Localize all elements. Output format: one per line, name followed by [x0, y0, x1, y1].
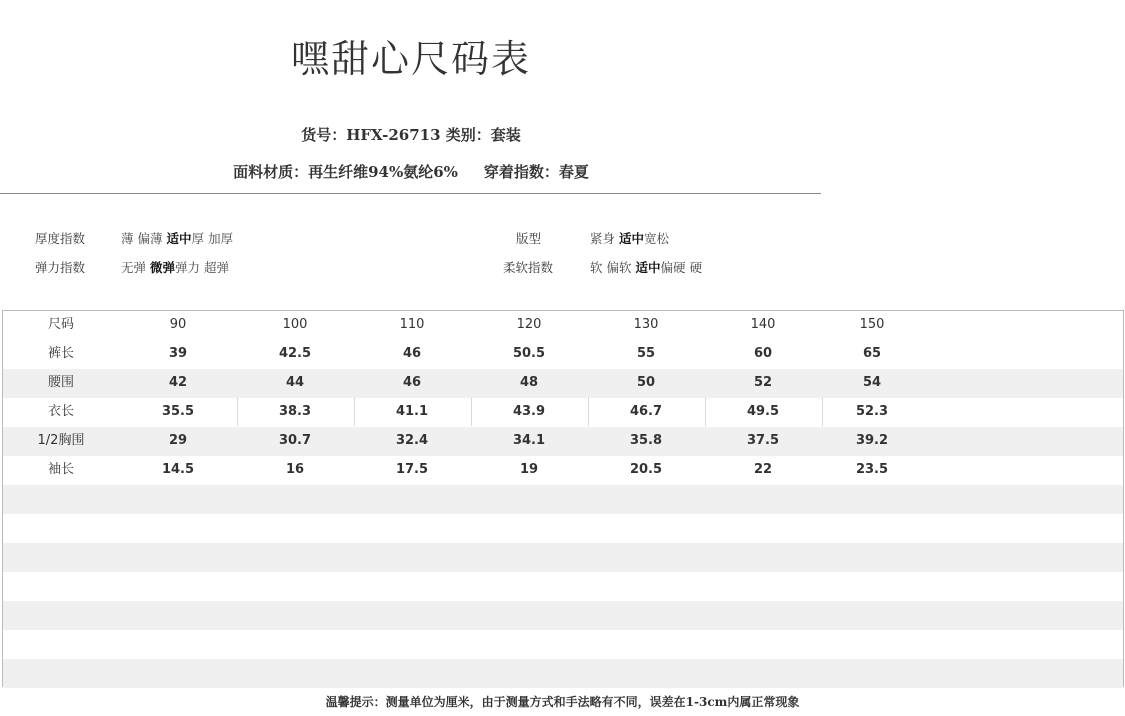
column-divider — [822, 397, 823, 426]
attr-option: 适中 — [166, 231, 192, 246]
table-cell: 140 — [750, 317, 776, 332]
column-divider — [471, 397, 472, 426]
table-cell: 32.4 — [395, 433, 429, 448]
table-cell: 120 — [516, 317, 542, 332]
attr-option: 适中 — [619, 231, 645, 246]
table-cell: 34.1 — [512, 433, 546, 448]
table-cell: 46.7 — [629, 404, 663, 419]
table-cell: 60 — [753, 346, 773, 361]
empty-row — [3, 485, 1123, 514]
attr-option: 适中 — [635, 260, 661, 275]
table-cell: 35.8 — [629, 433, 663, 448]
elasticity-attr — [35, 258, 233, 276]
table-cell: 100 — [282, 317, 308, 332]
column-divider — [705, 397, 706, 426]
attr-option: 厚 — [191, 231, 205, 246]
table-cell: 42.5 — [278, 346, 312, 361]
thickness-attr — [35, 229, 237, 247]
attr-option: 软 — [590, 260, 603, 275]
fit-label: 版型 — [516, 231, 542, 246]
table-row — [3, 369, 1123, 398]
table-cell: 41.1 — [395, 404, 429, 419]
row-header-cell: 尺码 — [47, 317, 74, 332]
empty-row — [3, 601, 1123, 630]
table-cell: 55 — [636, 346, 656, 361]
material-text: 面料材质：再生纤维94%氨纶6% — [233, 163, 458, 181]
softness-label: 柔软指数 — [503, 260, 554, 275]
attr-option: 宽松 — [644, 231, 670, 246]
footer-note: 温馨提示：测量单位为厘米，由于测量方式和手法略有不同，误差在1-3cm内属正常现象 — [325, 695, 800, 709]
table-row — [3, 398, 1123, 427]
table-cell: 65 — [862, 346, 882, 361]
attr-option: 超弹 — [204, 260, 230, 275]
thickness-label: 厚度指数 — [35, 231, 86, 246]
elasticity-options — [121, 260, 233, 275]
table-cell: 39 — [168, 346, 188, 361]
table-row — [3, 456, 1123, 485]
table-cell: 46 — [402, 375, 422, 390]
material-line — [0, 161, 822, 182]
column-divider — [237, 397, 238, 426]
row-header-cell: 袖长 — [47, 462, 74, 477]
table-cell: 30.7 — [278, 433, 312, 448]
table-cell: 17.5 — [395, 462, 429, 477]
table-cell: 90 — [169, 317, 187, 332]
column-divider — [588, 397, 589, 426]
empty-row — [3, 543, 1123, 572]
table-cell: 54 — [862, 375, 882, 390]
table-cell: 19 — [519, 462, 539, 477]
table-cell: 16 — [285, 462, 305, 477]
page-title: 嘿甜心尺码表 — [290, 37, 531, 81]
season-text: 穿着指数：春夏 — [483, 163, 589, 181]
thickness-options — [121, 231, 237, 246]
size-table — [2, 310, 1124, 687]
table-row — [3, 340, 1123, 369]
column-divider — [354, 397, 355, 426]
attr-option: 紧身 — [590, 231, 616, 246]
empty-row — [3, 572, 1123, 601]
table-cell: 48 — [519, 375, 539, 390]
table-cell: 130 — [633, 317, 659, 332]
row-header-cell: 1/2胸围 — [37, 433, 85, 448]
table-row — [3, 311, 1123, 340]
table-cell: 39.2 — [855, 433, 889, 448]
table-cell: 42 — [168, 375, 188, 390]
table-cell: 50 — [636, 375, 656, 390]
table-cell: 23.5 — [855, 462, 889, 477]
table-cell: 150 — [859, 317, 885, 332]
softness-attr — [503, 258, 706, 276]
table-cell: 22 — [753, 462, 773, 477]
attr-option: 微弹 — [150, 260, 176, 275]
table-cell: 110 — [399, 317, 425, 332]
fit-attr — [516, 229, 673, 247]
row-header-cell: 衣长 — [47, 404, 74, 419]
table-cell: 49.5 — [746, 404, 780, 419]
attr-option: 偏软 — [606, 260, 632, 275]
table-cell: 52.3 — [855, 404, 889, 419]
table-cell: 37.5 — [746, 433, 780, 448]
table-cell: 29 — [168, 433, 188, 448]
row-header-cell: 腰围 — [47, 375, 74, 390]
table-cell: 50.5 — [512, 346, 546, 361]
table-row — [3, 427, 1123, 456]
table-cell: 52 — [753, 375, 773, 390]
attr-option: 偏薄 — [137, 231, 163, 246]
attr-option: 无弹 — [121, 260, 147, 275]
softness-options — [590, 260, 706, 275]
attr-option: 薄 — [121, 231, 134, 246]
table-cell: 14.5 — [161, 462, 195, 477]
attr-option: 弹力 — [175, 260, 201, 275]
attr-option: 加厚 — [208, 231, 234, 246]
table-cell: 43.9 — [512, 404, 546, 419]
empty-row — [3, 630, 1123, 659]
attr-option: 硬 — [689, 260, 703, 275]
row-header-cell: 裤长 — [47, 346, 74, 361]
divider — [0, 193, 821, 194]
sku-line: 货号：HFX-26713 类别：套装 — [301, 126, 521, 144]
table-cell: 44 — [285, 375, 305, 390]
table-cell: 38.3 — [278, 404, 312, 419]
attr-option: 偏硬 — [660, 260, 686, 275]
table-cell: 46 — [402, 346, 422, 361]
elasticity-label: 弹力指数 — [35, 260, 86, 275]
fit-options — [590, 231, 673, 246]
table-cell: 35.5 — [161, 404, 195, 419]
empty-row — [3, 659, 1123, 688]
table-cell: 20.5 — [629, 462, 663, 477]
empty-row — [3, 514, 1123, 543]
